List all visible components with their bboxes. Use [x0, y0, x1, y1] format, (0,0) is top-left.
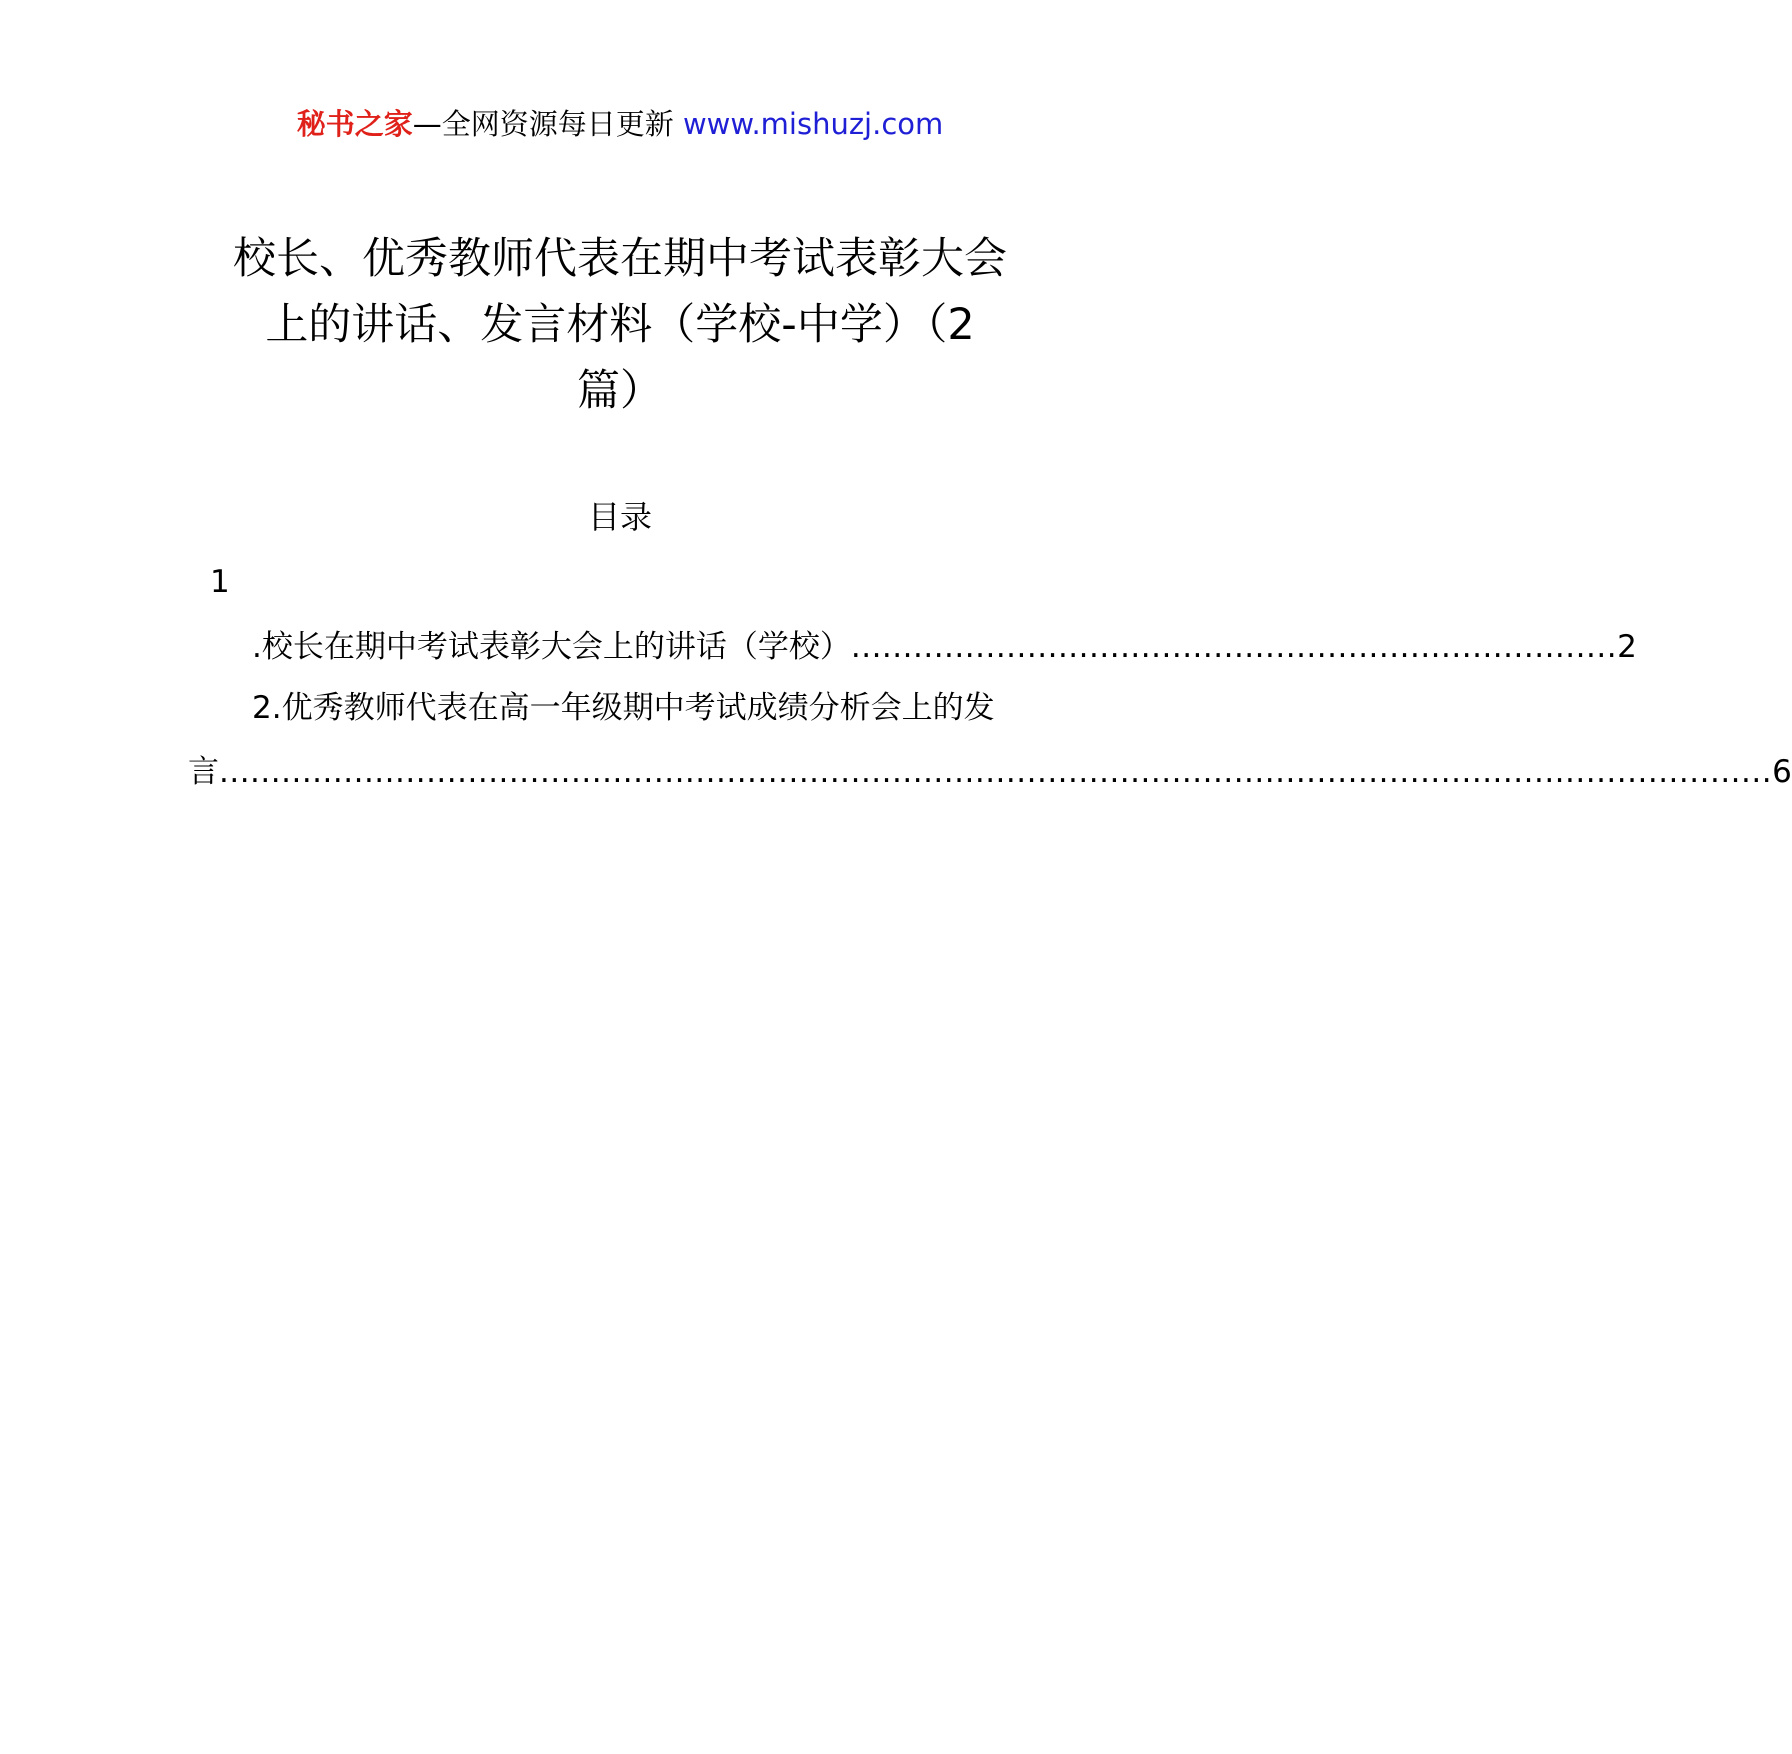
header-tagline: —全网资源每日更新 [412, 107, 674, 141]
toc-entry-1-number: 1 [210, 564, 230, 600]
toc-entry-1-page: 2 [1617, 629, 1637, 665]
toc-entry-2-title-line-2: 言 [188, 754, 219, 790]
site-header [0, 104, 1240, 144]
toc-entry-2-leader: ...................................................................................................................................................... [219, 754, 1773, 790]
site-url-link[interactable]: www.mishuzj.com [682, 107, 944, 141]
toc-entry-2-title-line-1[interactable]: 2.优秀教师代表在高一年级期中考试成绩分析会上的发 [252, 690, 995, 726]
toc-entry-2[interactable] [188, 750, 1792, 794]
toc-entry-1-title: .校长在期中考试表彰大会上的讲话（学校） [252, 629, 851, 665]
toc-heading: 目录 [587, 498, 652, 536]
title-line-2: 上的讲话、发言材料（学校-中学）（2 [265, 300, 975, 350]
toc-entry-2-page: 6 [1772, 754, 1792, 790]
toc-entry-1-leader: .......................................................................... [850, 629, 1618, 665]
title-line-3: 篇） [577, 366, 663, 416]
toc-entry-1[interactable] [252, 625, 1637, 669]
title-line-1: 校长、优秀教师代表在期中考试表彰大会 [233, 234, 1007, 284]
document-title [190, 226, 1050, 424]
brand-name: 秘书之家 [296, 107, 413, 141]
